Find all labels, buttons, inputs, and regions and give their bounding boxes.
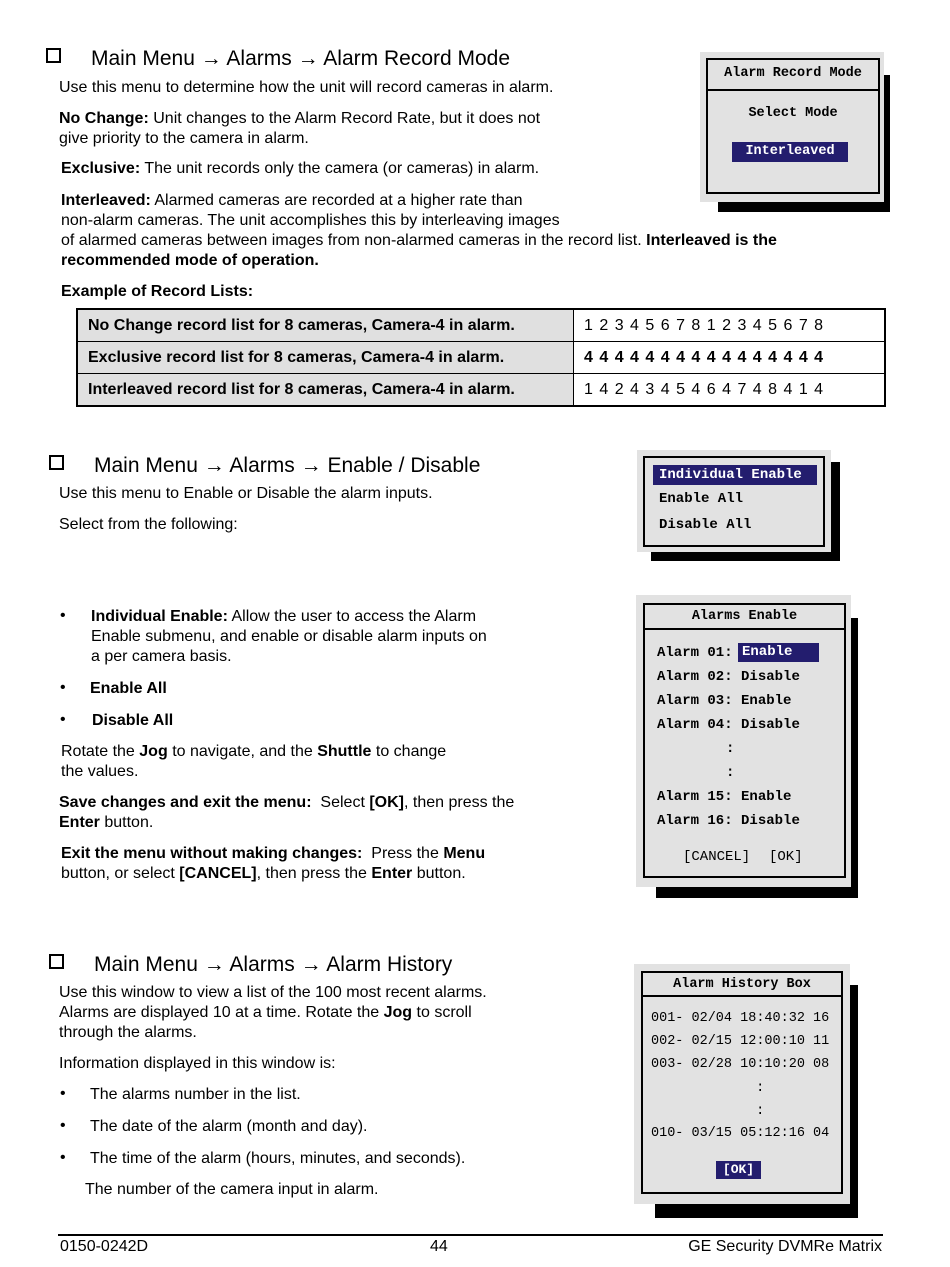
alarm-row-15: Alarm 15: Enable <box>657 789 792 805</box>
section-heading-enable-disable: Main Menu → Alarms → Enable / Disable <box>49 454 480 478</box>
table-cell-value: 1 4 2 4 3 4 5 4 6 4 7 4 8 4 1 4 <box>574 374 886 407</box>
checkbox-bullet-icon <box>49 954 64 969</box>
bullet-enable-all: Enable All <box>90 680 167 697</box>
menu-title: Alarm Record Mode <box>724 66 862 81</box>
list-item: The alarms number in the list. <box>90 1086 301 1103</box>
bullet-icon: • <box>60 1149 66 1166</box>
alarm-row-04: Alarm 04: Disable <box>657 717 800 733</box>
interleaved-description: Interleaved: Alarmed cameras are recorded at a higher rate than non-alarm cameras. The unit accomplishes this by interleaving images of alarmed cameras between images from non-alarmed cameras in the record list. Interleaved is the recommended mode of operation. <box>61 192 777 269</box>
history-row: 002- 02/15 12:00:10 11 <box>651 1034 830 1049</box>
intro-text: Use this menu to Enable or Disable the alarm inputs. <box>59 485 433 502</box>
last-line: The number of the camera input in alarm. <box>85 1181 379 1198</box>
footer-doc-number: 0150-0242D <box>60 1238 149 1255</box>
ok-button[interactable]: [OK] <box>769 849 803 865</box>
table-row <box>77 309 885 342</box>
history-row: 003- 02/28 10:10:20 08 <box>651 1057 830 1072</box>
bullet-icon: • <box>60 1117 66 1134</box>
example-label: Example of Record Lists: <box>61 283 254 300</box>
menu-option-disable-all[interactable]: Disable All <box>659 517 752 533</box>
alarm-row-01: Alarm 01: <box>657 645 733 661</box>
table-cell-label: Interleaved record list for 8 cameras, Camera-4 in alarm. <box>77 374 574 407</box>
list-item: The time of the alarm (hours, minutes, and seconds). <box>90 1150 466 1167</box>
ellipsis: : <box>726 765 735 781</box>
alarm-row-03: Alarm 03: Enable <box>657 693 792 709</box>
bullet-icon: • <box>60 1085 66 1102</box>
ellipsis: : <box>756 1103 765 1119</box>
list-item: The date of the alarm (month and day). <box>90 1118 368 1135</box>
history-intro: Use this window to view a list of the 100 most recent alarms. Alarms are displayed 10 at a time. Rotate the Jog to scroll through the alarms. <box>59 984 487 1041</box>
no-change-description: No Change: Unit changes to the Alarm Record Rate, but it does not give priority to the camera in alarm. <box>59 110 541 147</box>
bullet-individual-enable: Individual Enable: Allow the user to access the Alarm Enable submenu, and enable or disable alarm inputs on a per camera basis. <box>91 608 487 665</box>
table-cell-label: Exclusive record list for 8 cameras, Camera-4 in alarm. <box>77 342 574 374</box>
info-text: Information displayed in this window is: <box>59 1055 336 1072</box>
bullet-icon: • <box>60 711 66 728</box>
record-list-table <box>76 308 886 407</box>
bullet-disable-all: Disable All <box>92 712 174 729</box>
table-row <box>77 374 885 407</box>
section-heading-alarm-record-mode: Main Menu → Alarms → Alarm Record Mode <box>46 47 510 71</box>
table-cell-value: 4 4 4 4 4 4 4 4 4 4 4 4 4 4 4 4 <box>574 342 886 374</box>
select-from-text: Select from the following: <box>59 516 238 533</box>
history-row: 010- 03/15 05:12:16 04 <box>651 1126 830 1141</box>
ellipsis: : <box>726 741 735 757</box>
alarm-row-02: Alarm 02: Disable <box>657 669 800 685</box>
ok-button[interactable]: [OK] <box>716 1161 761 1179</box>
section-heading-alarm-history: Main Menu → Alarms → Alarm History <box>49 953 452 977</box>
alarm-01-value[interactable]: Enable <box>738 643 819 662</box>
exit-instructions: Exit the menu without making changes: Press the Menu button, or select [CANCEL], then press the Enter button. <box>61 845 486 882</box>
checkbox-bullet-icon <box>49 455 64 470</box>
menu-option-individual-enable[interactable]: Individual Enable <box>653 465 817 485</box>
ellipsis: : <box>756 1080 765 1096</box>
alarm-row-16: Alarm 16: Disable <box>657 813 800 829</box>
table-row <box>77 342 885 374</box>
box-title: Alarm History Box <box>673 977 811 992</box>
save-instructions: Save changes and exit the menu: Select [OK], then press the Enter button. <box>59 794 515 831</box>
footer-divider <box>58 1234 883 1236</box>
checkbox-bullet-icon <box>46 48 61 63</box>
rotate-instructions: Rotate the Jog to navigate, and the Shuttle to change the values. <box>61 743 447 780</box>
box-title: Alarms Enable <box>691 609 798 624</box>
exclusive-description: Exclusive: The unit records only the camera (or cameras) in alarm. <box>61 160 540 177</box>
menu-option-enable-all[interactable]: Enable All <box>659 491 744 507</box>
bullet-icon: • <box>60 607 66 624</box>
table-cell-label: No Change record list for 8 cameras, Camera-4 in alarm. <box>77 309 574 342</box>
footer-product-name: GE Security DVMRe Matrix <box>688 1238 882 1255</box>
intro-text: Use this menu to determine how the unit will record cameras in alarm. <box>59 79 554 96</box>
selected-option-interleaved[interactable]: Interleaved <box>732 142 848 162</box>
history-row: 001- 02/04 18:40:32 16 <box>651 1011 830 1026</box>
menu-subtitle: Select Mode <box>748 106 838 121</box>
bullet-icon: • <box>60 679 66 696</box>
cancel-button[interactable]: [CANCEL] <box>683 849 751 865</box>
footer-page-number: 44 <box>430 1238 448 1255</box>
table-cell-value: 1 2 3 4 5 6 7 8 1 2 3 4 5 6 7 8 <box>574 309 886 342</box>
